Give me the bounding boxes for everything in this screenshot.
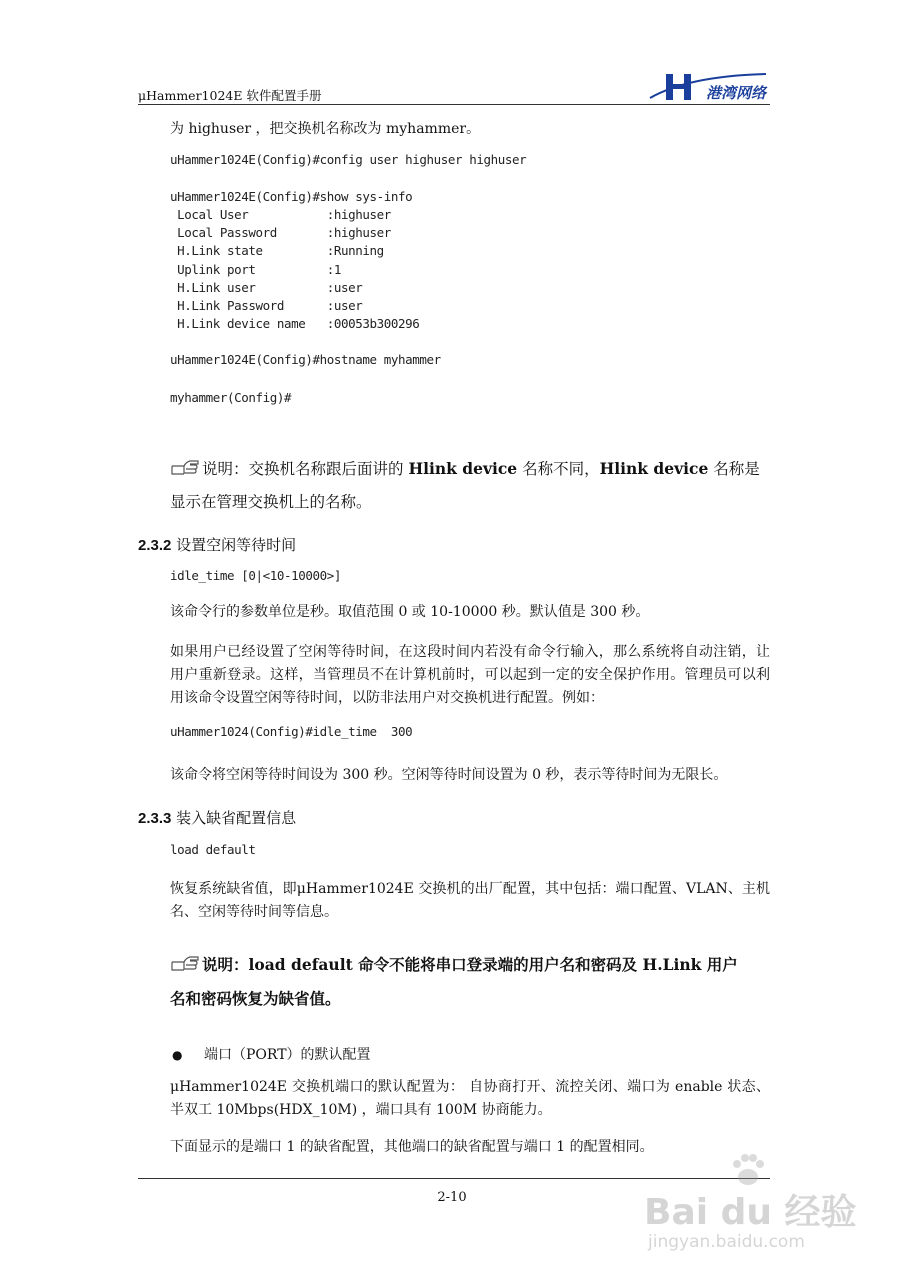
code-line: H.Link Password :user bbox=[170, 298, 363, 313]
note-text: 名称不同， bbox=[517, 460, 600, 478]
note-text: 说明： bbox=[202, 955, 249, 974]
company-logo bbox=[648, 68, 772, 104]
note-bold: Hlink device bbox=[599, 459, 709, 478]
note-bold: Hlink device bbox=[408, 459, 518, 478]
section-number: 2.3.2 bbox=[138, 537, 172, 554]
paragraph: 该命令将空闲等待时间设为 300 秒。空闲等待时间设置为 0 秒，表示等待时间为无限长。 bbox=[170, 767, 728, 783]
code-line: Local User :highuser bbox=[170, 207, 391, 222]
section-heading bbox=[138, 807, 296, 828]
code-line: uHammer1024E(Config)#config user highuser highuser bbox=[170, 152, 527, 167]
code-line: Uplink port :1 bbox=[170, 262, 342, 277]
paragraph: 下面显示的是端口 1 的缺省配置，其他端口的缺省配置与端口 1 的配置相同。 bbox=[170, 1139, 654, 1155]
code-line: H.Link user :user bbox=[170, 280, 363, 295]
note-text: 说明：交换机名称跟后面讲的 bbox=[202, 460, 409, 478]
section-heading bbox=[138, 534, 296, 555]
watermark-brand: Bai du 经验 bbox=[644, 1192, 857, 1233]
page-number: 2-10 bbox=[437, 1190, 467, 1205]
note-block bbox=[170, 452, 770, 519]
note-text: 名称是 bbox=[708, 460, 760, 478]
paragraph: μHammer1024E 交换机端口的默认配置为： 自协商打开、流控关闭、端口为 enable 状态、半双工 10Mbps(HDX_10M) ，端口具有 100M 协商能力。 bbox=[170, 1079, 770, 1118]
section-title: 设置空闲等待时间 bbox=[176, 536, 297, 554]
command-syntax: idle_time [0|<10-10000>] bbox=[170, 568, 342, 583]
code-line: myhammer(Config)# bbox=[170, 390, 292, 405]
note-text: 显示在管理交换机上的名称。 bbox=[170, 493, 372, 511]
paragraph: 该命令行的参数单位是秒。取值范围 0 或 10-10000 秒。默认值是 300 秒。 bbox=[170, 604, 650, 620]
header-title: μHammer1024E 软件配置手册 bbox=[138, 88, 322, 103]
code-line: H.Link device name :00053b300296 bbox=[170, 316, 420, 331]
command-syntax: load default bbox=[170, 842, 256, 857]
code-line: H.Link state :Running bbox=[170, 243, 384, 258]
code-line: uHammer1024E(Config)#hostname myhammer bbox=[170, 352, 441, 367]
watermark bbox=[640, 1150, 870, 1260]
code-line: uHammer1024E(Config)#show sys-info bbox=[170, 189, 413, 204]
intro-line: 为 highuser ，把交换机名称改为 myhammer。 bbox=[170, 121, 481, 137]
watermark-url: jingyan.baidu.com bbox=[648, 1232, 805, 1252]
paragraph: 如果用户已经设置了空闲等待时间，在这段时间内若没有命令行输入，那么系统将自动注销，让用户重新登录。这样，当管理员不在计算机前时，可以起到一定的安全保护作用。管理员可以利用该命令设置空闲等待时间，以防非法用户对交换机进行配置。例如： bbox=[170, 644, 770, 706]
note-bold: H.Link bbox=[642, 955, 702, 974]
bullet-dot-icon: ● bbox=[172, 1048, 183, 1062]
paragraph: 恢复系统缺省值，即μHammer1024E 交换机的出厂配置，其中包括：端口配置、VLAN、主机名、空闲等待时间等信息。 bbox=[170, 881, 770, 920]
note-text: 命令不能将串口登录端的用户名和密码及 bbox=[352, 955, 643, 974]
logo-text: 港湾网络 bbox=[706, 84, 767, 102]
section-title: 装入缺省配置信息 bbox=[176, 809, 297, 827]
note-text: 名和密码恢复为缺省值。 bbox=[170, 989, 341, 1008]
bullet-item: 端口（PORT）的默认配置 bbox=[204, 1047, 371, 1063]
section-number: 2.3.3 bbox=[138, 810, 172, 827]
command-example: uHammer1024(Config)#idle_time 300 bbox=[170, 724, 413, 739]
pointing-hand-icon bbox=[170, 457, 200, 477]
pointing-hand-icon bbox=[170, 953, 200, 973]
note-block bbox=[170, 948, 770, 1016]
header-divider bbox=[138, 104, 770, 105]
note-text: 用户 bbox=[701, 955, 738, 974]
note-bold: load default bbox=[248, 955, 353, 974]
code-line: Local Password :highuser bbox=[170, 225, 391, 240]
